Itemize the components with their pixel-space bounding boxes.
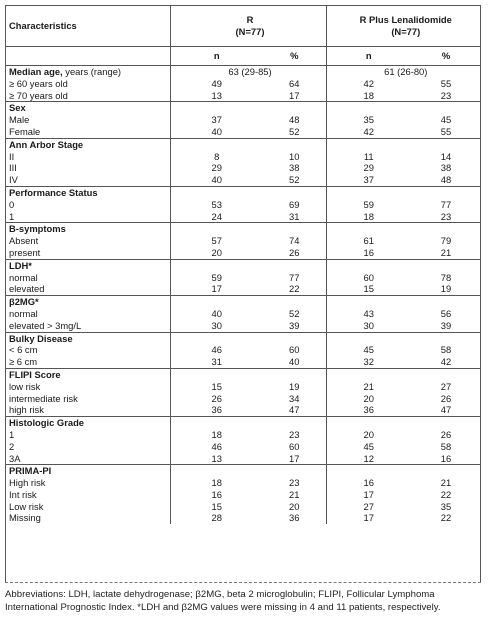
r-n-value: 15 bbox=[170, 381, 259, 393]
r-pct-value: 17 bbox=[289, 452, 300, 464]
empty-cell bbox=[407, 417, 481, 429]
row-label: ≥ 6 cm bbox=[9, 356, 38, 368]
empty-cell bbox=[259, 102, 326, 114]
section-title-text: Ann Arbor Stage bbox=[9, 138, 84, 150]
r-pct-value: 48 bbox=[289, 114, 300, 126]
len-pct-value: 39 bbox=[440, 319, 452, 331]
footnote bbox=[5, 588, 489, 615]
len-pct-value: 55 bbox=[440, 77, 452, 89]
empty-cell bbox=[407, 332, 481, 344]
row-label: 1 bbox=[9, 428, 15, 440]
section-header-row bbox=[5, 66, 481, 78]
r-pct-value: 52 bbox=[289, 125, 300, 137]
section-title-text: Bulky Disease bbox=[9, 332, 73, 344]
header-group-r-plus-len-n: (N=77) bbox=[391, 26, 421, 37]
r-pct-value: 19 bbox=[289, 380, 300, 392]
empty-cell bbox=[407, 223, 481, 235]
subheader-r-pct: % bbox=[290, 50, 299, 62]
len-n-value: 61 bbox=[326, 235, 407, 247]
len-pct-value: 58 bbox=[440, 344, 452, 356]
empty-cell bbox=[407, 259, 481, 271]
empty-cell bbox=[259, 223, 326, 235]
len-n-value: 59 bbox=[326, 199, 407, 211]
r-pct-value: 36 bbox=[289, 512, 300, 524]
r-n-value: 8 bbox=[170, 151, 259, 163]
len-n-value: 60 bbox=[326, 272, 407, 284]
header-group-r bbox=[170, 6, 326, 47]
empty-cell bbox=[170, 138, 259, 150]
empty-cell bbox=[259, 368, 326, 380]
header-group-r-n: (N=77) bbox=[235, 26, 265, 37]
r-n-value: 24 bbox=[170, 211, 259, 223]
header-group-r-plus-len-name: R Plus Lenalidomide bbox=[359, 14, 452, 26]
len-pct-value: 22 bbox=[440, 488, 452, 500]
r-pct-value: 31 bbox=[289, 210, 300, 222]
r-n-value: 49 bbox=[170, 78, 259, 90]
empty-cell bbox=[170, 223, 259, 235]
section-title-suffix: years (range) bbox=[65, 66, 122, 77]
table-row bbox=[5, 477, 481, 489]
len-n-value: 16 bbox=[326, 247, 407, 259]
section-title-text: PRIMA-PI bbox=[9, 465, 52, 477]
len-pct-value: 22 bbox=[440, 512, 452, 524]
len-pct-value: 23 bbox=[440, 89, 452, 101]
r-pct-value: 60 bbox=[289, 440, 300, 452]
table-bottom-rule bbox=[5, 582, 481, 583]
len-n-value: 17 bbox=[326, 512, 407, 524]
empty-cell bbox=[259, 465, 326, 477]
empty-cell bbox=[407, 296, 481, 308]
table-row bbox=[5, 78, 481, 90]
len-pct-value: 77 bbox=[440, 198, 452, 210]
table-row bbox=[5, 126, 481, 138]
section-header-row bbox=[5, 138, 481, 150]
r-n-value: 13 bbox=[170, 90, 259, 102]
section-title bbox=[5, 465, 170, 477]
len-pct-value: 14 bbox=[440, 150, 452, 162]
section-title bbox=[5, 259, 170, 271]
r-n-value: 53 bbox=[170, 199, 259, 211]
table-row bbox=[5, 489, 481, 501]
r-n-value: 28 bbox=[170, 512, 259, 524]
len-n-value: 29 bbox=[326, 162, 407, 174]
len-n-value: 17 bbox=[326, 489, 407, 501]
len-n-value: 27 bbox=[326, 501, 407, 513]
r-pct-value: 77 bbox=[289, 271, 300, 283]
r-n-value: 26 bbox=[170, 393, 259, 405]
subheader-empty bbox=[5, 47, 170, 66]
section-title-text: β2MG* bbox=[9, 296, 39, 308]
len-n-value: 45 bbox=[326, 441, 407, 453]
empty-cell bbox=[259, 332, 326, 344]
r-n-value: 18 bbox=[170, 429, 259, 441]
section-title bbox=[5, 296, 170, 308]
len-n-value: 12 bbox=[326, 453, 407, 465]
row-label: Female bbox=[9, 125, 41, 137]
empty-cell bbox=[259, 296, 326, 308]
table-row bbox=[5, 235, 481, 247]
table-row bbox=[5, 162, 481, 174]
r-pct-value: 74 bbox=[289, 235, 300, 247]
characteristics-table bbox=[5, 5, 481, 524]
row-label: 1 bbox=[9, 210, 15, 222]
section-title-text: B-symptoms bbox=[9, 223, 66, 235]
r-n-value: 57 bbox=[170, 235, 259, 247]
len-pct-value: 58 bbox=[440, 440, 452, 452]
row-label: II bbox=[9, 150, 15, 162]
subheader-len-n: n bbox=[326, 47, 407, 66]
r-pct-value: 38 bbox=[289, 162, 300, 174]
table-row bbox=[5, 308, 481, 320]
row-label: ≥ 60 years old bbox=[9, 77, 68, 89]
len-n-value: 42 bbox=[326, 126, 407, 138]
section-header-row bbox=[5, 465, 481, 477]
len-pct-value: 23 bbox=[440, 210, 452, 222]
row-label: Male bbox=[9, 114, 30, 126]
table-header-row bbox=[5, 6, 481, 47]
len-pct-value: 42 bbox=[440, 356, 452, 368]
row-label: 0 bbox=[9, 198, 15, 210]
r-pct-value: 22 bbox=[289, 283, 300, 295]
empty-cell bbox=[170, 368, 259, 380]
table-row bbox=[5, 211, 481, 223]
len-n-value: 36 bbox=[326, 404, 407, 416]
r-pct-value: 34 bbox=[289, 392, 300, 404]
len-pct-value: 48 bbox=[440, 174, 452, 186]
table-subheader-row bbox=[5, 47, 481, 66]
row-label: 2 bbox=[9, 440, 15, 452]
footnote-line-1: Abbreviations: LDH, lactate dehydrogenase; β2MG, beta 2 microglobulin; FLIPI, Follicular Lymphoma bbox=[5, 589, 435, 600]
empty-cell bbox=[326, 259, 407, 271]
r-n-value: 15 bbox=[170, 501, 259, 513]
empty-cell bbox=[326, 223, 407, 235]
row-label: low risk bbox=[9, 380, 41, 392]
r-pct-value: 21 bbox=[289, 488, 300, 500]
row-label: Low risk bbox=[9, 500, 44, 512]
len-n-value: 18 bbox=[326, 90, 407, 102]
row-label: Int risk bbox=[9, 488, 37, 500]
section-summary-r-plus-len: 61 (26-80) bbox=[326, 66, 481, 78]
len-pct-value: 19 bbox=[440, 283, 452, 295]
empty-cell bbox=[326, 296, 407, 308]
len-n-value: 32 bbox=[326, 356, 407, 368]
len-n-value: 43 bbox=[326, 308, 407, 320]
header-group-r-name: R bbox=[246, 14, 254, 26]
empty-cell bbox=[170, 102, 259, 114]
r-pct-value: 47 bbox=[289, 404, 300, 416]
r-n-value: 37 bbox=[170, 114, 259, 126]
empty-cell bbox=[259, 417, 326, 429]
len-n-value: 18 bbox=[326, 211, 407, 223]
empty-cell bbox=[407, 138, 481, 150]
r-pct-value: 20 bbox=[289, 500, 300, 512]
r-pct-value: 23 bbox=[289, 428, 300, 440]
subheader-len-pct: % bbox=[441, 50, 451, 62]
section-title-text: Median age, bbox=[9, 66, 63, 77]
table-row bbox=[5, 283, 481, 295]
table-row bbox=[5, 114, 481, 126]
table-row bbox=[5, 393, 481, 405]
len-pct-value: 26 bbox=[440, 428, 452, 440]
row-label: Absent bbox=[9, 235, 39, 247]
section-title bbox=[5, 138, 170, 150]
r-pct-value: 60 bbox=[289, 344, 300, 356]
len-n-value: 45 bbox=[326, 344, 407, 356]
header-group-r-plus-len bbox=[326, 6, 481, 47]
row-label: Missing bbox=[9, 512, 41, 524]
r-pct-value: 69 bbox=[289, 198, 300, 210]
empty-cell bbox=[259, 186, 326, 198]
table-row bbox=[5, 151, 481, 163]
row-label: 3A bbox=[9, 452, 21, 464]
r-n-value: 17 bbox=[170, 283, 259, 295]
len-pct-value: 78 bbox=[440, 271, 452, 283]
len-n-value: 15 bbox=[326, 283, 407, 295]
empty-cell bbox=[170, 296, 259, 308]
empty-cell bbox=[170, 417, 259, 429]
footnote-line-2: International Prognostic Index. *LDH and β2MG values were missing in 4 and 11 patients, respectively. bbox=[5, 602, 441, 614]
table-row bbox=[5, 344, 481, 356]
table-row bbox=[5, 199, 481, 211]
table-row bbox=[5, 441, 481, 453]
len-n-value: 35 bbox=[326, 114, 407, 126]
len-pct-value: 16 bbox=[440, 452, 452, 464]
table-row bbox=[5, 381, 481, 393]
section-title bbox=[5, 368, 170, 380]
section-title bbox=[5, 186, 170, 198]
section-title-text: Sex bbox=[9, 102, 26, 114]
empty-cell bbox=[407, 465, 481, 477]
table-row bbox=[5, 272, 481, 284]
r-pct-value: 17 bbox=[289, 89, 300, 101]
row-label: ≥ 70 years old bbox=[9, 89, 68, 101]
empty-cell bbox=[326, 138, 407, 150]
r-n-value: 20 bbox=[170, 247, 259, 259]
row-label: present bbox=[9, 246, 41, 258]
table-row bbox=[5, 512, 481, 524]
empty-cell bbox=[407, 102, 481, 114]
row-label: High risk bbox=[9, 477, 46, 489]
section-header-row bbox=[5, 223, 481, 235]
empty-cell bbox=[326, 102, 407, 114]
row-label: < 6 cm bbox=[9, 344, 38, 356]
empty-cell bbox=[407, 368, 481, 380]
empty-cell bbox=[407, 186, 481, 198]
len-n-value: 21 bbox=[326, 381, 407, 393]
r-n-value: 40 bbox=[170, 174, 259, 186]
empty-cell bbox=[326, 417, 407, 429]
table-row bbox=[5, 247, 481, 259]
section-title bbox=[5, 102, 170, 114]
empty-cell bbox=[170, 259, 259, 271]
section-title bbox=[5, 332, 170, 344]
len-n-value: 16 bbox=[326, 477, 407, 489]
len-pct-value: 35 bbox=[440, 500, 452, 512]
r-n-value: 31 bbox=[170, 356, 259, 368]
table-row bbox=[5, 174, 481, 186]
table-body bbox=[5, 6, 481, 525]
section-title bbox=[5, 66, 170, 78]
empty-cell bbox=[326, 186, 407, 198]
empty-cell bbox=[326, 368, 407, 380]
len-pct-value: 21 bbox=[440, 246, 452, 258]
r-pct-value: 26 bbox=[289, 246, 300, 258]
len-pct-value: 27 bbox=[440, 380, 452, 392]
section-summary-r: 63 (29-85) bbox=[170, 66, 326, 78]
section-title-text: Histologic Grade bbox=[9, 417, 85, 429]
table-row bbox=[5, 90, 481, 102]
len-n-value: 37 bbox=[326, 174, 407, 186]
r-pct-value: 64 bbox=[289, 77, 300, 89]
r-pct-value: 10 bbox=[289, 150, 300, 162]
len-n-value: 20 bbox=[326, 393, 407, 405]
row-label: IV bbox=[9, 174, 18, 186]
table-row bbox=[5, 501, 481, 513]
table-row bbox=[5, 453, 481, 465]
row-label: elevated bbox=[9, 283, 45, 295]
r-n-value: 29 bbox=[170, 162, 259, 174]
table-row bbox=[5, 356, 481, 368]
header-characteristics: Characteristics bbox=[5, 6, 170, 47]
len-pct-value: 79 bbox=[440, 235, 452, 247]
section-header-row bbox=[5, 368, 481, 380]
section-header-row bbox=[5, 332, 481, 344]
len-pct-value: 21 bbox=[440, 477, 452, 489]
len-n-value: 11 bbox=[326, 151, 407, 163]
r-n-value: 30 bbox=[170, 320, 259, 332]
row-label: high risk bbox=[9, 404, 44, 416]
len-n-value: 42 bbox=[326, 78, 407, 90]
r-pct-value: 52 bbox=[289, 307, 300, 319]
len-pct-value: 26 bbox=[440, 392, 452, 404]
len-pct-value: 47 bbox=[440, 404, 452, 416]
r-n-value: 13 bbox=[170, 453, 259, 465]
r-pct-value: 39 bbox=[289, 319, 300, 331]
r-n-value: 40 bbox=[170, 308, 259, 320]
section-header-row bbox=[5, 186, 481, 198]
len-pct-value: 45 bbox=[440, 114, 452, 126]
section-header-row bbox=[5, 102, 481, 114]
section-title bbox=[5, 223, 170, 235]
table-row bbox=[5, 320, 481, 332]
empty-cell bbox=[170, 186, 259, 198]
row-label: III bbox=[9, 162, 17, 174]
row-label: elevated > 3mg/L bbox=[9, 319, 82, 331]
empty-cell bbox=[259, 259, 326, 271]
empty-cell bbox=[170, 465, 259, 477]
r-n-value: 40 bbox=[170, 126, 259, 138]
empty-cell bbox=[259, 138, 326, 150]
section-header-row bbox=[5, 296, 481, 308]
row-label: intermediate risk bbox=[9, 392, 78, 404]
row-label: normal bbox=[9, 307, 38, 319]
section-title bbox=[5, 417, 170, 429]
section-title-text: Performance Status bbox=[9, 186, 98, 198]
r-n-value: 18 bbox=[170, 477, 259, 489]
r-pct-value: 40 bbox=[289, 356, 300, 368]
len-pct-value: 56 bbox=[440, 307, 452, 319]
r-n-value: 46 bbox=[170, 344, 259, 356]
r-n-value: 36 bbox=[170, 404, 259, 416]
r-n-value: 59 bbox=[170, 272, 259, 284]
r-pct-value: 23 bbox=[289, 477, 300, 489]
row-label: normal bbox=[9, 271, 38, 283]
subheader-r-n: n bbox=[170, 47, 259, 66]
r-pct-value: 52 bbox=[289, 174, 300, 186]
empty-cell bbox=[326, 332, 407, 344]
len-n-value: 20 bbox=[326, 429, 407, 441]
r-n-value: 16 bbox=[170, 489, 259, 501]
len-pct-value: 55 bbox=[440, 125, 452, 137]
section-title-text: FLIPI Score bbox=[9, 368, 61, 380]
section-header-row bbox=[5, 417, 481, 429]
empty-cell bbox=[326, 465, 407, 477]
table-row bbox=[5, 429, 481, 441]
section-title-text: LDH* bbox=[9, 259, 32, 271]
len-pct-value: 38 bbox=[440, 162, 452, 174]
len-n-value: 30 bbox=[326, 320, 407, 332]
table-row bbox=[5, 404, 481, 416]
section-header-row bbox=[5, 259, 481, 271]
empty-cell bbox=[170, 332, 259, 344]
r-n-value: 46 bbox=[170, 441, 259, 453]
